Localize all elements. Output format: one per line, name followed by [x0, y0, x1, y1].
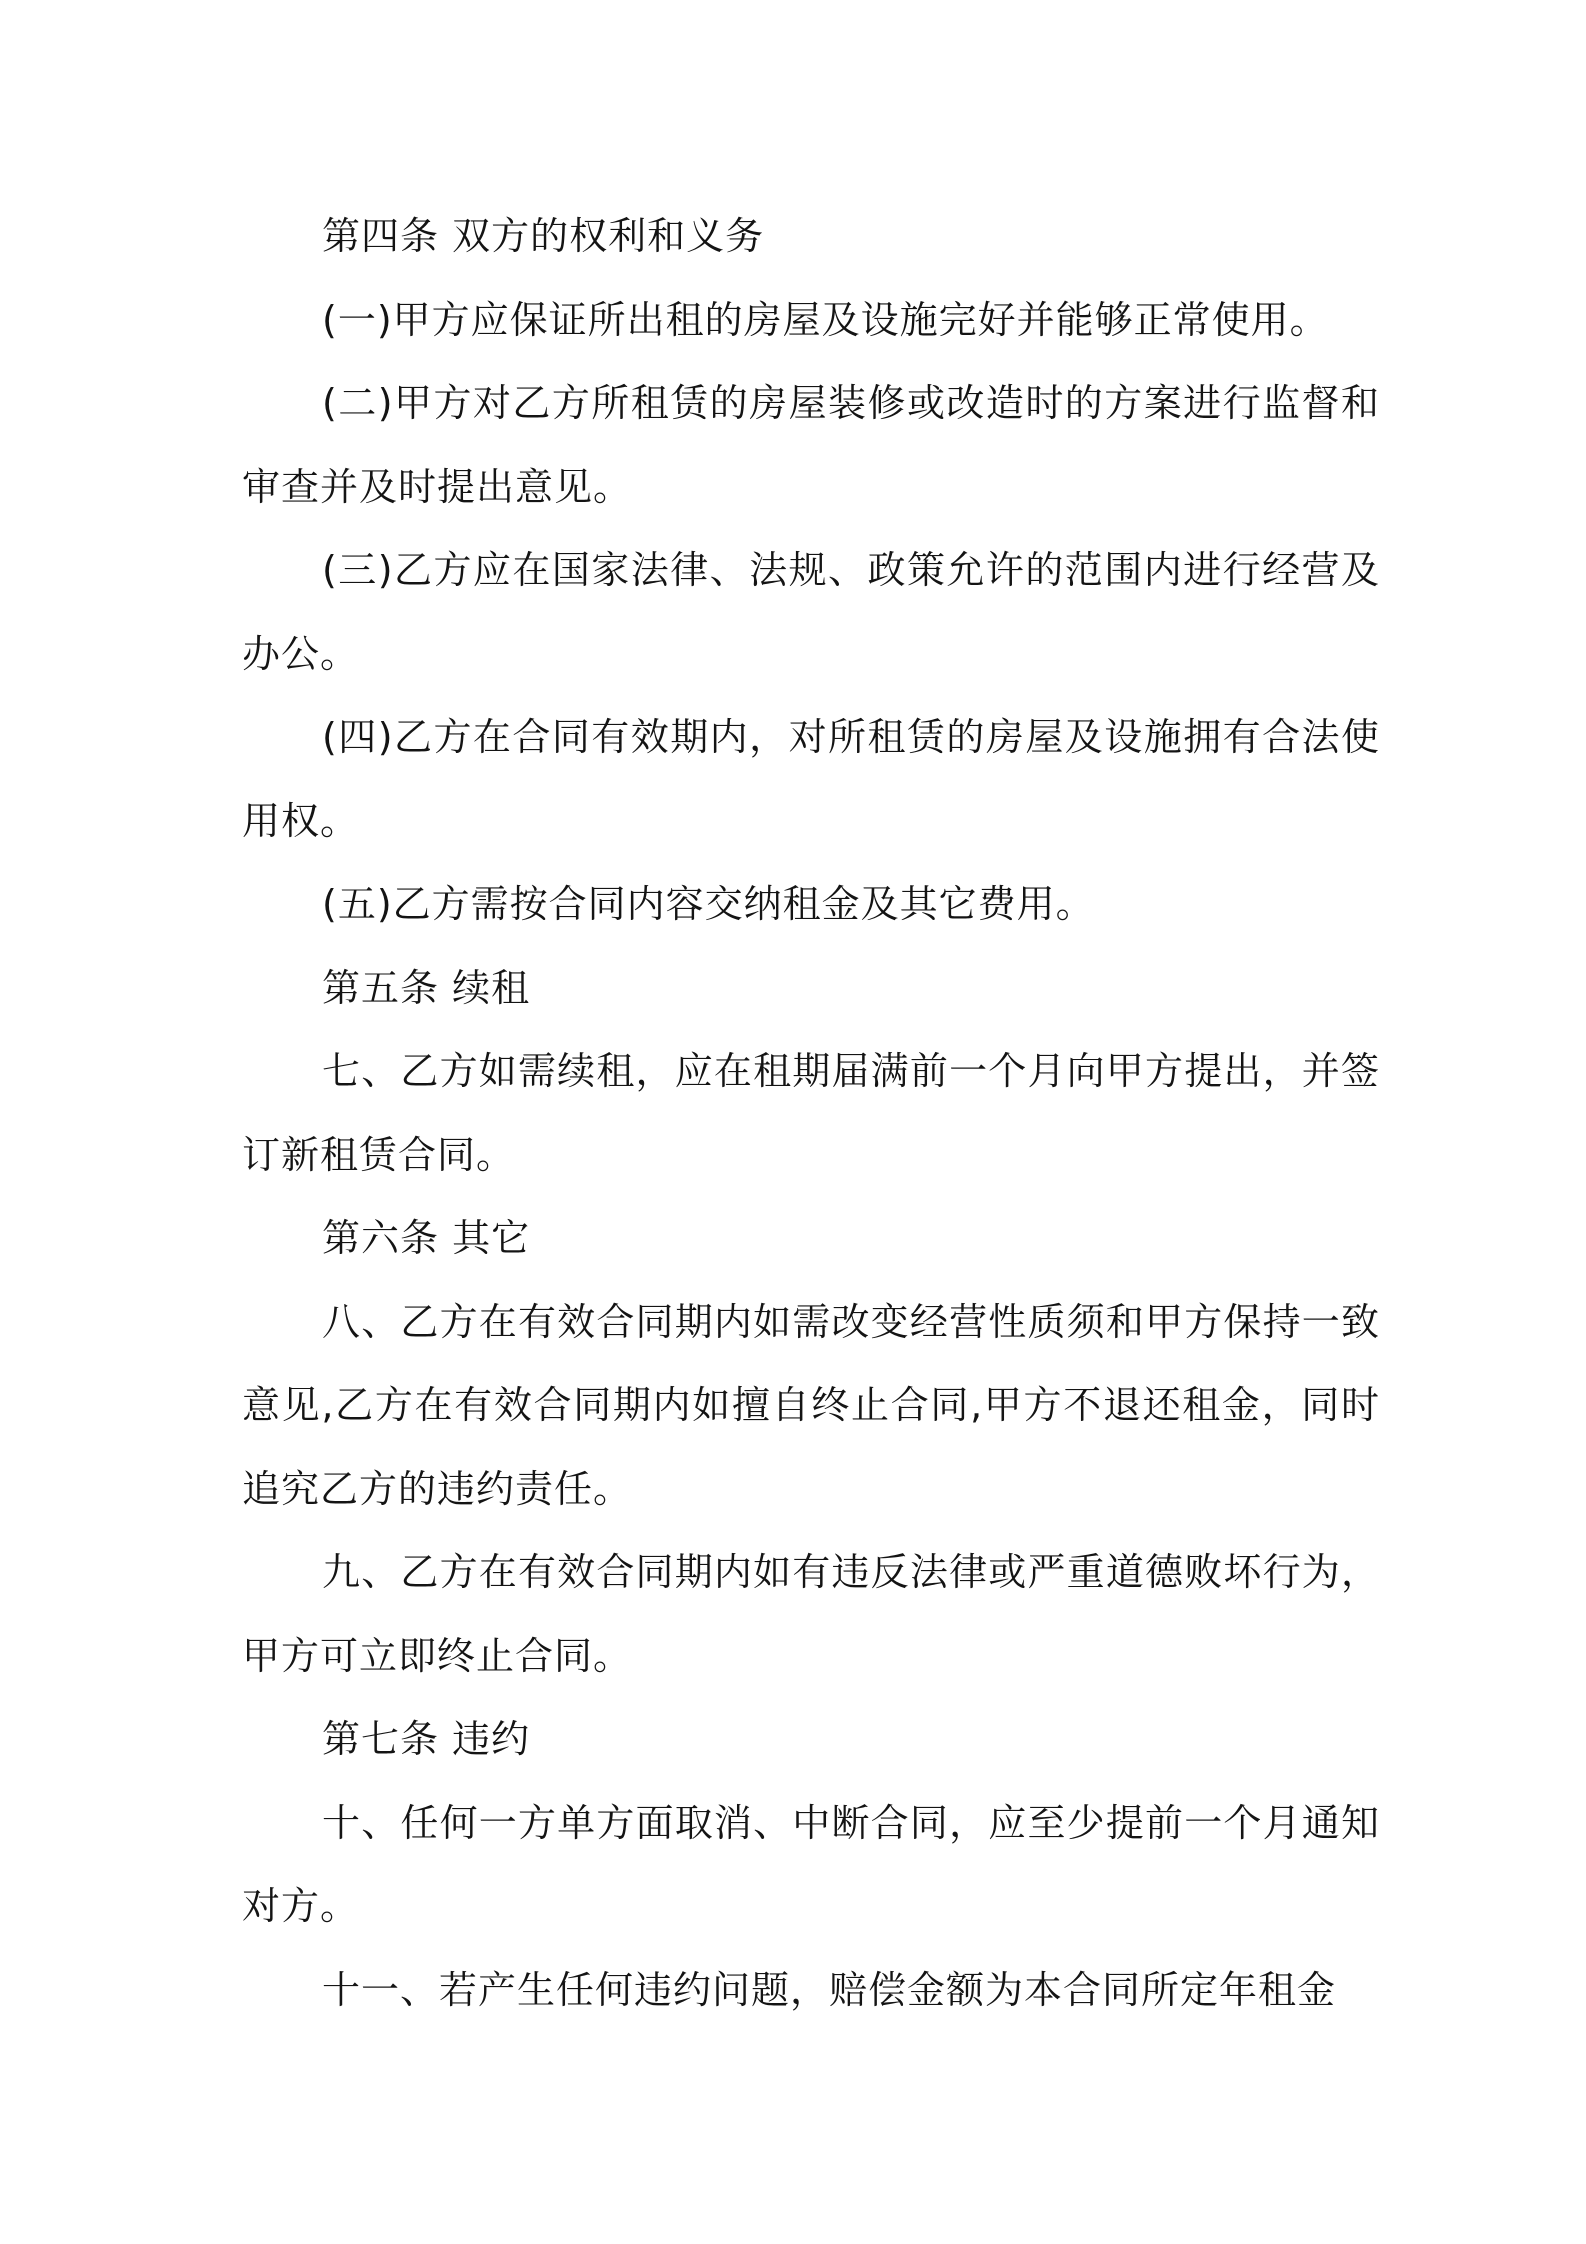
clause-11: 十一、若产生任何违约问题，赔偿金额为本合同所定年租金 [322, 1967, 1337, 2012]
clause-4-1: (一)甲方应保证所出租的房屋及设施完好并能够正常使用。 [322, 297, 1329, 342]
clause-7: 七、乙方如需续租，应在租期届满前一个月向甲方提出，并签订新租赁合同。 [242, 1049, 1380, 1177]
clause-4-3: (三)乙方应在国家法律、法规、政策允许的范围内进行经营及办公。 [242, 548, 1380, 676]
clause-4-5: (五)乙方需按合同内容交纳租金及其它费用。 [322, 882, 1095, 926]
clause-10: 十、任何一方单方面取消、中断合同，应至少提前一个月通知对方。 [242, 1800, 1380, 1928]
article-4-heading: 第四条 双方的权利和义务 [322, 214, 765, 258]
article-6-heading: 第六条 其它 [322, 1216, 531, 1260]
article-5-heading: 第五条 续租 [322, 965, 531, 1010]
article-7-heading: 第七条 违约 [322, 1717, 531, 1761]
clause-4-4: (四)乙方在合同有效期内，对所租赁的房屋及设施拥有合法使用权。 [242, 715, 1380, 843]
clause-4-2: (二)甲方对乙方所租赁的房屋装修或改造时的方案进行监督和审查并及时提出意见。 [242, 381, 1380, 509]
clause-9: 九、乙方在有效合同期内如有违反法律或严重道德败坏行为，甲方可立即终止合同。 [242, 1550, 1380, 1678]
document-body [242, 195, 1380, 2032]
clause-8: 八、乙方在有效合同期内如需改变经营性质须和甲方保持一致意见,乙方在有效合同期内如擅自终止合同,甲方不退还租金，同时追究乙方的违约责任。 [242, 1299, 1380, 1511]
